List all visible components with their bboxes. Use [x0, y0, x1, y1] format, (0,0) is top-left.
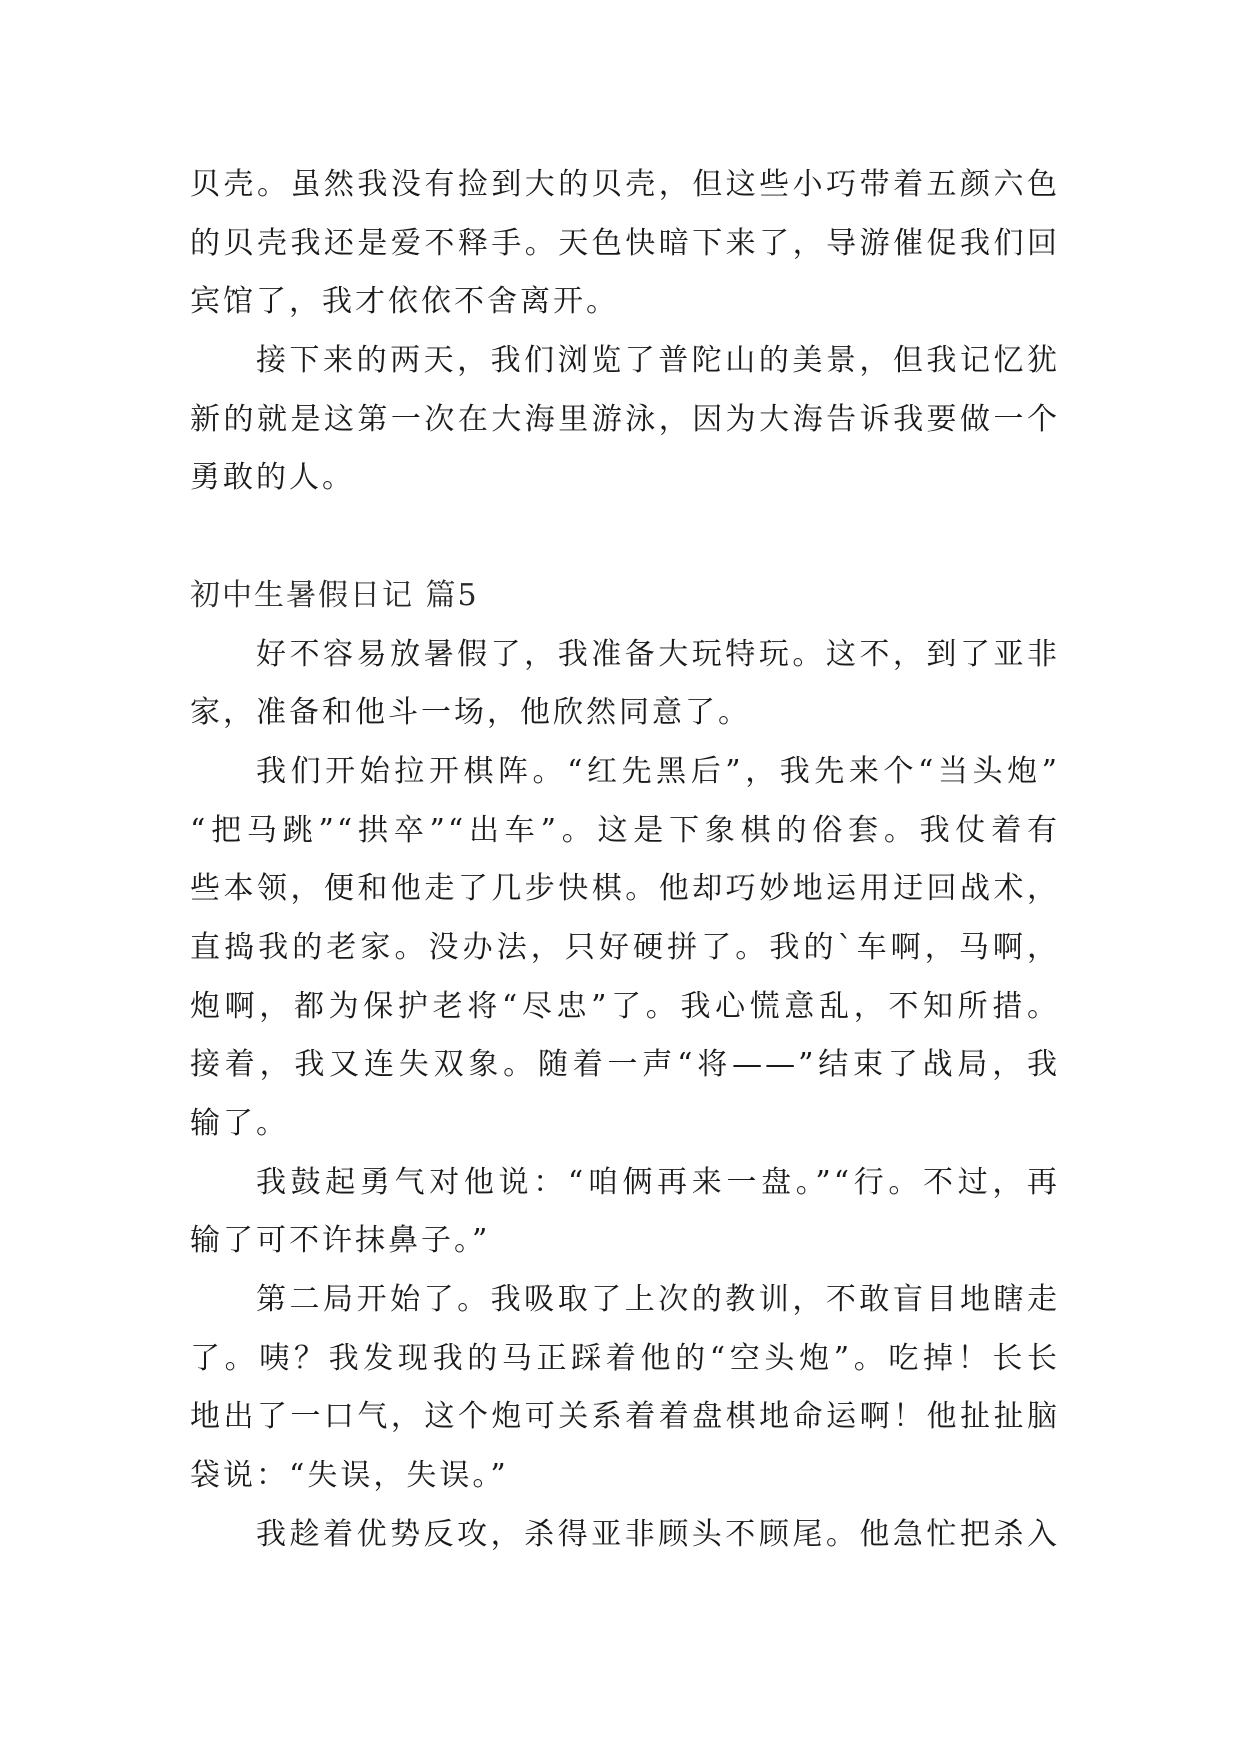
text-line: 直捣我的老家。没办法，只好硬拼了。我的`车啊，马啊， — [190, 929, 1060, 965]
text-line: 勇敢的人。 — [190, 460, 355, 496]
text-line: 宾馆了，我才依依不舍离开。 — [190, 284, 619, 320]
text-line: 我们开始拉开棋阵。“红先黑后”，我先来个“当头炮” — [256, 753, 1060, 789]
text-line: 袋说：“失误，失误。” — [190, 1458, 509, 1494]
text-line: 输了。 — [190, 1106, 289, 1141]
paragraph — [190, 1154, 1060, 1271]
text-line: 我趁着优势反攻，杀得亚非顾头不顾尾。他急忙把杀入 — [256, 1516, 1060, 1552]
text-line: 炮啊，都为保护老将“尽忠”了。我心慌意乱，不知所措。 — [190, 988, 1060, 1024]
text-line: 好不容易放暑假了，我准备大玩特玩。这不，到了亚非 — [256, 636, 1060, 672]
document-body — [190, 156, 1060, 1565]
paragraph-continued — [190, 156, 1060, 332]
text-line: 接下来的两天，我们浏览了普陀山的美景，但我记忆犹 — [256, 343, 1060, 379]
blank-line — [190, 508, 1060, 567]
paragraph — [190, 1271, 1060, 1506]
text-line: 我鼓起勇气对他说：“咱俩再来一盘。”“行。不过，再 — [256, 1164, 1060, 1200]
paragraph — [190, 743, 1060, 1154]
paragraph — [190, 1506, 1060, 1565]
paragraph — [190, 332, 1060, 508]
text-line: 输了可不许抹鼻子。” — [190, 1223, 491, 1259]
text-line: 的贝壳我还是爱不释手。天色快暗下来了，导游催促我们回 — [190, 225, 1060, 261]
text-line: 第二局开始了。我吸取了上次的教训，不敢盲目地瞎走 — [256, 1282, 1060, 1318]
text-line: 贝壳。虽然我没有捡到大的贝壳，但这些小巧带着五颜六色 — [190, 167, 1060, 202]
text-line: 家，准备和他斗一场，他欣然同意了。 — [190, 695, 751, 731]
text-line: 地出了一口气，这个炮可关系着着盘棋地命运啊！他扯扯脑 — [190, 1399, 1060, 1435]
text-line: 接着，我又连失双象。随着一声“将——”结束了战局，我 — [190, 1047, 1060, 1083]
text-line: 新的就是这第一次在大海里游泳，因为大海告诉我要做一个 — [190, 401, 1060, 437]
text-line: 了。咦？我发现我的马正踩着他的“空头炮”。吃掉！长长 — [190, 1340, 1060, 1376]
text-line: 些本领，便和他走了几步快棋。他却巧妙地运用迂回战术， — [190, 871, 1060, 907]
text-line: “把马跳”“拱卒”“出车”。这是下象棋的俗套。我仗着有 — [190, 812, 1060, 848]
paragraph — [190, 626, 1060, 743]
section-title: 初中生暑假日记 篇5 — [190, 577, 479, 613]
